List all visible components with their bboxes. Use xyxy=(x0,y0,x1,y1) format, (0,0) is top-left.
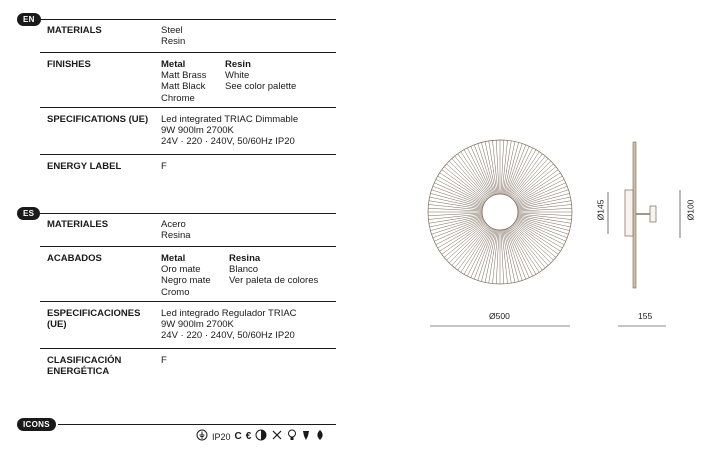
badge-en: EN xyxy=(17,13,41,26)
radial-fin xyxy=(496,230,499,284)
value-energy: F xyxy=(161,161,167,172)
value-finishes-resin: Resin White See color palette xyxy=(225,59,297,93)
badge-es: ES xyxy=(17,207,40,220)
value-acabados-metal: Metal Oro mate Negro mate Cromo xyxy=(161,253,211,298)
label-specifications: SPECIFICATIONS (UE) xyxy=(47,114,149,125)
label-clasificacion: CLASIFICACIÓN ENERGÉTICA xyxy=(47,355,122,377)
radial-fin xyxy=(434,183,483,205)
radial-fin xyxy=(492,140,498,194)
label-energy: ENERGY LABEL xyxy=(47,161,122,172)
radial-fin xyxy=(501,230,504,284)
dim-inner: Ø145 xyxy=(595,199,606,221)
radial-fin xyxy=(516,183,565,205)
divider xyxy=(40,348,336,349)
driver-icon xyxy=(301,429,311,446)
radial-fin xyxy=(432,190,483,207)
radial-fin xyxy=(428,214,482,220)
value-especificaciones: Led integrado Regulador TRIAC 9W 900lm 2700K 24V · 220 · 240V, 50/60Hz IP20 xyxy=(161,308,297,342)
divider xyxy=(58,424,336,425)
radial-fin xyxy=(518,214,572,220)
divider xyxy=(40,19,336,20)
label-finishes: FINISHES xyxy=(47,59,91,70)
radial-fin xyxy=(478,229,495,280)
radial-fin xyxy=(506,144,523,195)
label-materiales: MATERIALES xyxy=(47,219,109,230)
radial-fin xyxy=(471,146,493,195)
divider xyxy=(40,107,336,108)
radial-fin xyxy=(492,230,498,284)
divider xyxy=(40,301,336,302)
divider xyxy=(40,154,336,155)
dimmable-icon xyxy=(255,429,267,446)
value-acabados-resina: Resina Blanco Ver paleta de colores xyxy=(229,253,319,287)
radial-fin xyxy=(478,144,495,195)
radial-fin xyxy=(518,213,572,216)
label-materials: MATERIALS xyxy=(47,25,102,36)
dim-diameter: Ø500 xyxy=(489,311,510,321)
radial-fin xyxy=(507,228,529,277)
lamp-front-view xyxy=(428,140,572,284)
radial-fin xyxy=(471,228,493,277)
radial-fin xyxy=(506,229,523,280)
technical-drawing xyxy=(420,130,700,335)
dim-depth: 155 xyxy=(638,311,653,321)
value-materiales: Acero Resina xyxy=(161,219,191,242)
product-drawing-svg xyxy=(420,130,700,330)
radial-fin xyxy=(502,140,508,194)
radial-fin xyxy=(517,190,568,207)
value-specifications: Led integrated TRIAC Dimmable 9W 900lm 2700K 24V · 220 · 240V, 50/60Hz IP20 xyxy=(161,114,299,148)
radial-fin xyxy=(502,230,508,284)
divider xyxy=(40,52,336,53)
radial-fin xyxy=(434,219,483,241)
radial-fin xyxy=(432,218,483,235)
radial-fin xyxy=(507,146,529,195)
ip20-icon: IP20 xyxy=(212,432,231,442)
flame-icon xyxy=(315,429,325,446)
radial-fin xyxy=(518,208,572,211)
divider xyxy=(40,213,336,214)
divider xyxy=(40,246,336,247)
label-acabados: ACABADOS xyxy=(47,253,102,264)
dim-base: Ø100 xyxy=(685,199,696,221)
value-finishes-metal: Metal Matt Brass Matt Black Chrome xyxy=(161,59,207,104)
radial-fin xyxy=(428,208,482,211)
radial-fin xyxy=(518,204,572,210)
ce-icon: € xyxy=(245,431,252,442)
lamp-side-view xyxy=(608,142,680,288)
recycle-icon xyxy=(271,429,283,446)
radial-fin xyxy=(516,219,565,241)
led-bulb-icon xyxy=(287,429,297,446)
class-i-earth-icon xyxy=(196,429,208,446)
ce-icon: C xyxy=(234,431,242,442)
radial-fin xyxy=(517,218,568,235)
center-hole xyxy=(482,194,518,230)
radial-fin xyxy=(428,204,482,210)
radial-fin xyxy=(428,213,482,216)
value-materials: Steel Resin xyxy=(161,25,186,48)
value-clasificacion: F xyxy=(161,355,167,366)
radial-fin xyxy=(501,140,504,194)
radial-fin xyxy=(496,140,499,194)
label-especificaciones: ESPECIFICACIONES (UE) xyxy=(47,308,141,330)
certification-icons xyxy=(196,430,325,444)
badge-icons: ICONS xyxy=(17,418,56,431)
